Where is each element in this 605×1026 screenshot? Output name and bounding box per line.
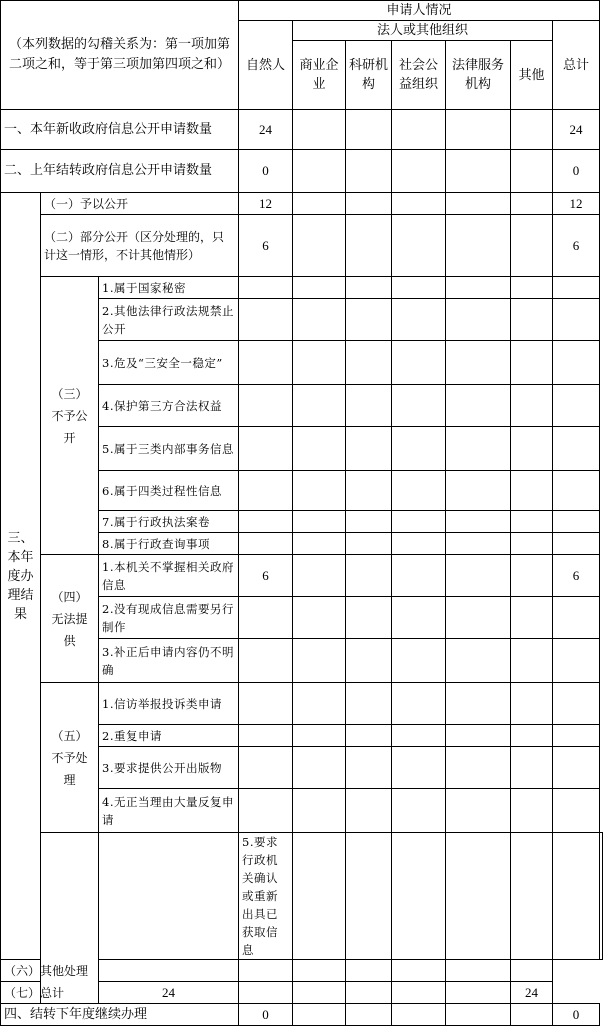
row-carry-forward-label: 四、结转下年度继续办理	[1, 1004, 239, 1026]
not-disclose-label: （三）不予公开	[41, 277, 99, 555]
row-new-applications-label: 一、本年新收政府信息公开申请数量	[1, 110, 239, 150]
header-total: 总计	[553, 21, 600, 110]
unable-item-natural: 6	[239, 555, 293, 597]
header-note: （本列数据的勾稽关系为：第一项加第二项之和，等于第三项加第四项之和）	[1, 1, 239, 110]
header-commercial: 商业企业	[293, 41, 346, 110]
row-carry-forward-total: 0	[553, 1004, 600, 1026]
row-subtotal-natural: 24	[99, 982, 239, 1004]
unable-item-total: 6	[553, 555, 600, 597]
not-disclose-item: 1.属于国家秘密	[99, 277, 239, 299]
row-disclose-total: 12	[553, 193, 600, 215]
unable-item: 3.补正后申请内容仍不明确	[99, 639, 239, 683]
row-carried-over-label: 二、上年结转政府信息公开申请数量	[1, 150, 239, 193]
not-disclose-item: 4.保护第三方合法权益	[99, 385, 239, 427]
row-other-process-label: （六）其他处理	[1, 960, 99, 982]
row-partial-total: 6	[553, 215, 600, 277]
not-process-item: 3.要求提供公开出版物	[99, 747, 239, 789]
header-other: 其他	[511, 41, 553, 110]
not-process-item: 2.重复申请	[99, 725, 239, 747]
not-disclose-item: 2.其他法律行政法规禁止公开	[99, 299, 239, 341]
row-disclose-natural: 12	[239, 193, 293, 215]
section-3-label: 三、本年度办理结果	[1, 193, 41, 960]
not-disclose-item: 5.属于三类内部事务信息	[99, 427, 239, 471]
unable-item: 2.没有现成信息需要另行制作	[99, 597, 239, 639]
row-carried-over-total: 0	[553, 150, 600, 193]
row-partial-natural: 6	[239, 215, 293, 277]
unable-item: 1.本机关不掌握相关政府信息	[99, 555, 239, 597]
header-legal-orgs: 法人或其他组织	[293, 21, 553, 41]
not-disclose-item: 8.属于行政查询事项	[99, 533, 239, 555]
row-partial-label: （二）部分公开（区分处理的，只计这一情形，不计其他情形）	[41, 215, 239, 277]
row-subtotal-total: 24	[511, 982, 553, 1004]
header-research: 科研机构	[346, 41, 392, 110]
header-legal-service: 法律服务机构	[446, 41, 511, 110]
row-new-applications-total: 24	[553, 110, 600, 150]
not-process-item: 1.信访举报投诉类申请	[99, 683, 239, 725]
row-carry-forward-natural: 0	[239, 1004, 293, 1026]
header-social-welfare: 社会公益组织	[392, 41, 446, 110]
row-carried-over-natural: 0	[239, 150, 293, 193]
header-applicant-situation: 申请人情况	[239, 1, 600, 21]
unable-label: （四）无法提供	[41, 555, 99, 683]
not-process-item: 4.无正当理由大量反复申请	[99, 789, 239, 833]
row-disclose-label: （一）予以公开	[41, 193, 239, 215]
not-disclose-item: 3.危及“三安全一稳定”	[99, 341, 239, 385]
not-process-label: （五）不予处理	[41, 683, 99, 833]
row-subtotal-label: （七）总计	[1, 982, 99, 1004]
not-disclose-item: 6.属于四类过程性信息	[99, 471, 239, 511]
not-disclose-item: 7.属于行政执法案卷	[99, 511, 239, 533]
row-new-applications-natural: 24	[239, 110, 293, 150]
header-natural-person: 自然人	[239, 21, 293, 110]
not-process-item: 5.要求行政机关确认或重新出具已获取信息	[239, 833, 293, 960]
